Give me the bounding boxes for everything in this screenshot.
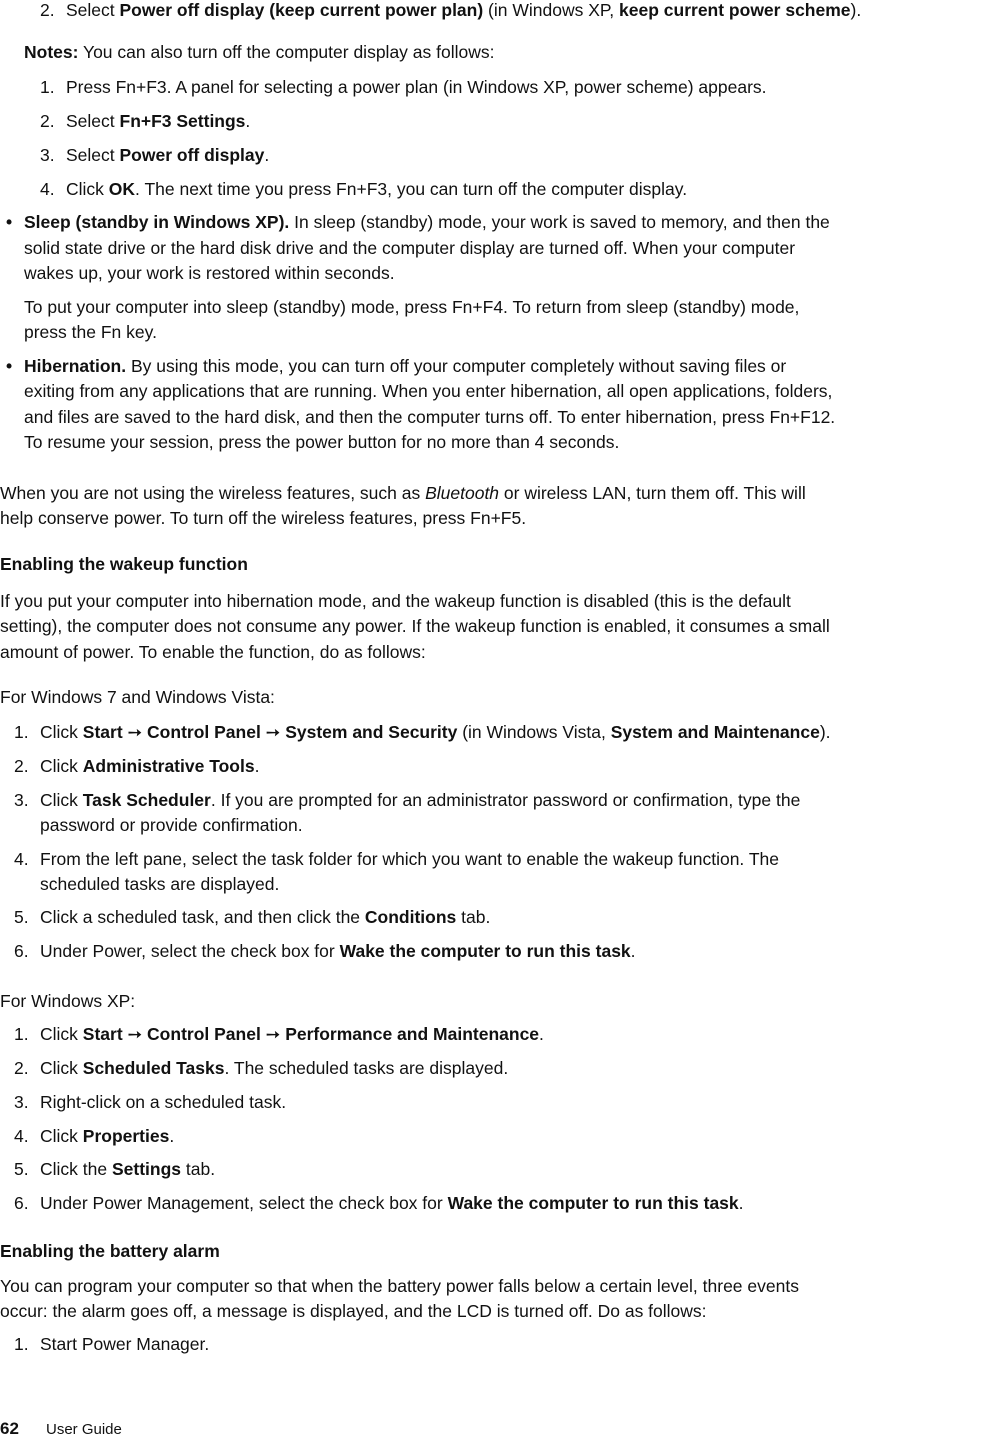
battery-line-1: You can program your computer so that when the battery power falls below a certain level, three events: [0, 1276, 799, 1296]
wireless-line-1: When you are not using the wireless features, such as Bluetooth or wireless LAN, turn them off. This will: [0, 483, 806, 503]
sleep-para2-line-1: To put your computer into sleep (standby) mode, press Fn+F4. To return from sleep (standby) mode,: [24, 297, 800, 317]
notes-step-3: 3. Select Power off display.: [40, 145, 270, 165]
battery-heading: Enabling the battery alarm: [0, 1241, 220, 1261]
arrow-icon: ➙: [122, 722, 148, 742]
battery-step-1: 1. Start Power Manager.: [14, 1334, 210, 1354]
notes-step-4: 4. Click OK. The next time you press Fn+F3, you can turn off the computer display.: [40, 179, 688, 199]
notes-intro: Notes: You can also turn off the computer display as follows:: [24, 42, 495, 62]
arrow-icon: ➙: [122, 1024, 148, 1044]
page-number: 62: [0, 1419, 19, 1438]
wakeup-line-2: setting), the computer does not consume any power. If the wakeup function is enabled, it consumes a small: [0, 616, 830, 636]
sleep-line-2: solid state drive or the hard disk drive and the computer display are turned off. When your computer: [24, 238, 796, 258]
notes-step-1: 1. Press Fn+F3. A panel for selecting a power plan (in Windows XP, power scheme) appears.: [40, 77, 767, 97]
win7-step-5: 5. Click a scheduled task, and then click the Conditions tab.: [14, 907, 491, 927]
win7-step-3-cont: password or provide confirmation.: [40, 815, 303, 835]
sleep-line-1: Sleep (standby in Windows XP). In sleep (standby) mode, your work is saved to memory, and then the: [24, 212, 830, 232]
win7-step-1: 1. Click Start ➙ Control Panel ➙ System and Security (in Windows Vista, System and Maintenance).: [14, 722, 831, 742]
xp-step-3: 3. Right-click on a scheduled task.: [14, 1092, 287, 1112]
notes-step-2: 2. Select Fn+F3 Settings.: [40, 111, 251, 131]
wireless-line-2: help conserve power. To turn off the wireless features, press Fn+F5.: [0, 508, 527, 528]
hibernation-line-3: and files are saved to the hard disk, and then the computer turns off. To enter hibernation, press Fn+F12.: [24, 407, 836, 427]
wakeup-heading: Enabling the wakeup function: [0, 554, 248, 574]
sleep-para2-line-2: press the Fn key.: [24, 322, 157, 342]
win7-step-2: 2. Click Administrative Tools.: [14, 756, 260, 776]
top-step-2: 2. Select Power off display (keep current power plan) (in Windows XP, keep current power scheme).: [40, 0, 862, 20]
xp-step-2: 2. Click Scheduled Tasks. The scheduled tasks are displayed.: [14, 1058, 509, 1078]
wakeup-line-1: If you put your computer into hibernation mode, and the wakeup function is disabled (this is the default: [0, 591, 791, 611]
win7-label: For Windows 7 and Windows Vista:: [0, 687, 275, 707]
xp-step-4: 4. Click Properties.: [14, 1126, 175, 1146]
xp-step-5: 5. Click the Settings tab.: [14, 1159, 216, 1179]
xp-label: For Windows XP:: [0, 991, 136, 1011]
hibernation-line-1: Hibernation. By using this mode, you can turn off your computer completely without saving files or: [24, 356, 787, 376]
battery-line-2: occur: the alarm goes off, a message is displayed, and the LCD is turned off. Do as follows:: [0, 1301, 707, 1321]
wakeup-line-3: amount of power. To enable the function, do as follows:: [0, 642, 426, 662]
sleep-bullet: •: [6, 212, 13, 232]
win7-step-6: 6. Under Power, select the check box for Wake the computer to run this task.: [14, 941, 636, 961]
arrow-icon: ➙: [260, 722, 286, 742]
xp-step-1: 1. Click Start ➙ Control Panel ➙ Performance and Maintenance.: [14, 1024, 544, 1044]
footer-title: User Guide: [46, 1421, 122, 1438]
hibernation-line-4: To resume your session, press the power button for no more than 4 seconds.: [24, 432, 620, 452]
hibernation-bullet: •: [6, 356, 13, 376]
win7-step-4-cont: scheduled tasks are displayed.: [40, 874, 280, 894]
xp-step-6: 6. Under Power Management, select the check box for Wake the computer to run this task.: [14, 1193, 744, 1213]
sleep-line-3: wakes up, your work is restored within seconds.: [24, 263, 395, 283]
win7-step-4: 4. From the left pane, select the task folder for which you want to enable the wakeup function. The: [14, 849, 779, 869]
arrow-icon: ➙: [260, 1024, 286, 1044]
hibernation-line-2: exiting from any applications that are running. When you enter hibernation, all open applications, folders,: [24, 381, 833, 401]
win7-step-3: 3. Click Task Scheduler. If you are prompted for an administrator password or confirmation, type the: [14, 790, 801, 810]
